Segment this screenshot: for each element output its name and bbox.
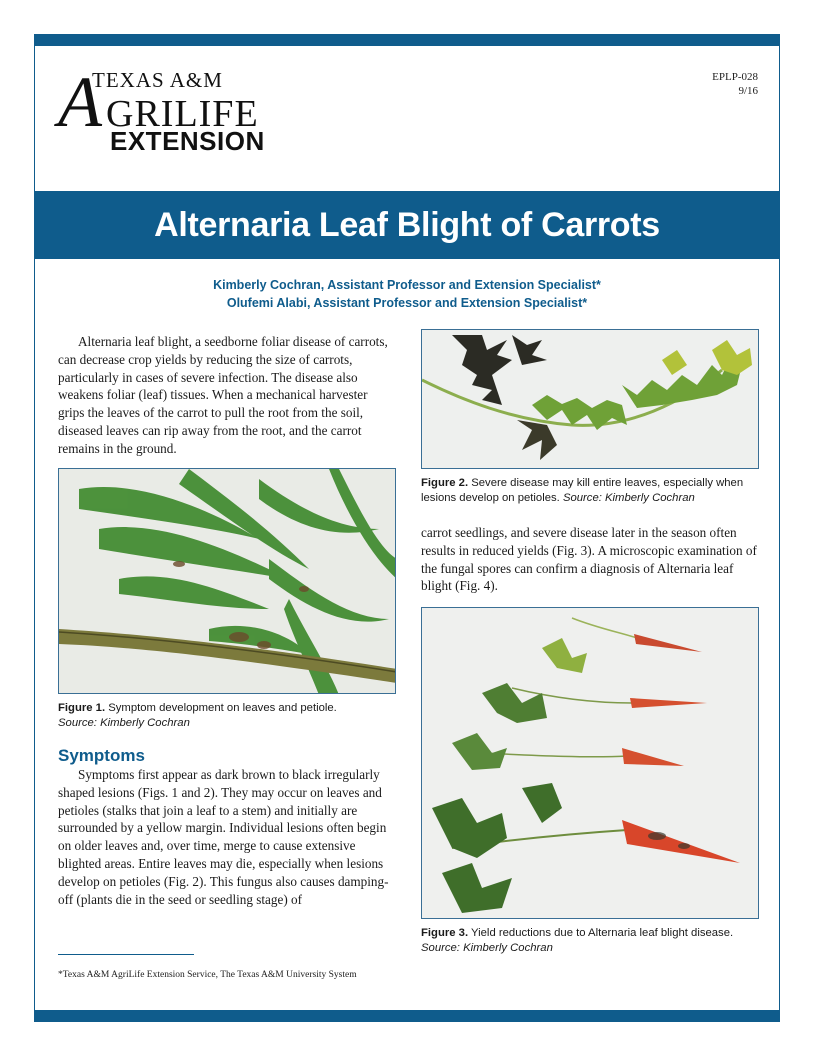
publication-date: 9/16 [738, 85, 758, 97]
figure-3-source: Source: Kimberly Cochran [421, 942, 553, 954]
figure-2-caption [421, 476, 761, 506]
figure-1-label: Figure 1. [58, 702, 106, 714]
leaf-closeup-illustration [59, 469, 396, 694]
symptoms-heading: Symptoms [58, 746, 145, 765]
publication-info [712, 70, 758, 98]
author-line: Kimberly Cochran, Assistant Professor and Extension Specialist* [213, 278, 601, 292]
logo-line-extension: EXTENSION [110, 126, 265, 156]
figure-1-caption [58, 701, 398, 731]
figure-1-text: Symptom development on leaves and petiole. [105, 702, 337, 714]
bottom-accent-bar [34, 1010, 780, 1022]
title-banner [34, 191, 780, 259]
figure-1-photo [58, 468, 396, 694]
right-column-paragraph: carrot seedlings, and severe disease later in the season often results in reduced yields (Fig. 3). A microscopic examination of the fungal spores can confirm a diagnosis of Alternaria leaf blight (Fig. 4). [421, 525, 757, 594]
logo-line-texas-am: TEXAS A&M [92, 68, 223, 92]
footnote-rule [58, 954, 194, 955]
agrilife-logo [58, 62, 282, 156]
footnote: *Texas A&M AgriLife Extension Service, The Texas A&M University System [58, 970, 357, 980]
figure-3-photo [421, 607, 759, 919]
figure-3-caption [421, 926, 761, 956]
logo-line-agrilife: GRILIFE [106, 93, 259, 135]
figure-3-text: Yield reductions due to Alternaria leaf blight disease. [468, 927, 734, 939]
logo-big-letter: A [58, 62, 102, 142]
symptoms-paragraph: Symptoms first appear as dark brown to black irregularly shaped lesions (Figs. 1 and 2). They may occur on leaves and petioles (stalks that join a leaf to a stem) and initially are surrounded by a yellow margin. Individual lesions often begin on older leaves and, over time, merge to cause extensive blighted areas. Entire leaves may die, especially when lesions develop on petioles (Fig. 2). This fungus also causes damping-off (plants die in the seed or seedling stage) of [58, 767, 389, 907]
diseased-leaf-illustration [422, 330, 759, 469]
figure-2-source: Source: Kimberly Cochran [562, 492, 695, 504]
page-title: Alternaria Leaf Blight of Carrots [154, 205, 660, 244]
intro-paragraph: Alternaria leaf blight, a seedborne foliar disease of carrots, can decrease crop yields by reducing the size of carrots, particularly in cases of severe infection. The disease also weakens foliar (leaf) tissues. When a mechanical harvester grips the leaves of the carrot to pull the root from the soil, diseased leaves can rip away from the root, and the carrot remains in the ground. [58, 334, 388, 456]
publication-number: EPLP-028 [712, 71, 758, 83]
figure-2-text: Severe disease may kill entire leaves, especially when lesions develop on petioles. [421, 477, 744, 504]
figure-1-source: Source: Kimberly Cochran [58, 717, 190, 729]
figure-3-label: Figure 3. [421, 927, 469, 939]
carrots-illustration [422, 608, 759, 919]
author-list [34, 276, 780, 312]
figure-2-label: Figure 2. [421, 477, 469, 489]
author-line: Olufemi Alabi, Assistant Professor and Extension Specialist* [226, 296, 588, 310]
figure-2-photo [421, 329, 759, 469]
